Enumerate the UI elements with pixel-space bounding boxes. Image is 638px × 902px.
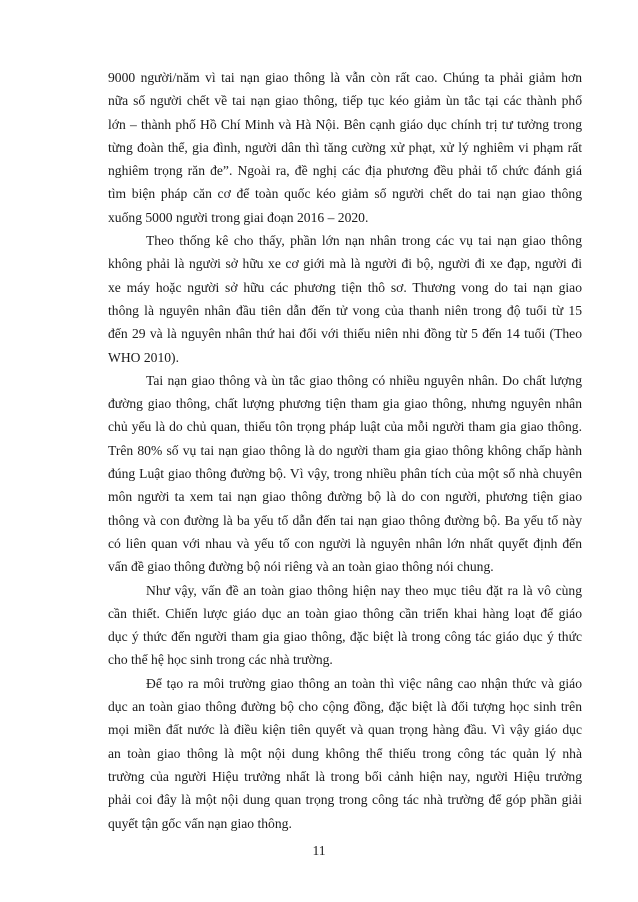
text-line: thông là nguyên nhân đầu tiên dẫn đến tử vong của thanh niên trong độ tuổi từ 15 [108,302,582,318]
text-line: cho thế hệ học sinh trong các nhà trường. [108,652,333,668]
paragraph [108,579,582,672]
text-line: 9000 người/năm vì tai nạn giao thông là vẫn còn rất cao. Chúng ta phải giảm hơn [108,70,582,85]
text-line: xe máy hoặc người sở hữu các phương tiện thô sơ. Thương vong do tai nạn giao [108,279,582,295]
text-line: nữa số người chết về tai nạn giao thông, tiếp tục kéo giảm ùn tắc tại các thành phố [108,93,582,109]
paragraph [108,66,582,229]
text-line: Trên 80% số vụ tai nạn giao thông là do người tham gia giao thông không chấp hành [108,442,582,458]
text-line: đúng Luật giao thông đường bộ. Vì vậy, trong nhiều phân tích của một số nhà chuyên [108,466,582,482]
paragraph [108,672,582,835]
text-line: tìm biện pháp căn cơ để toàn quốc kéo giảm số người chết do tai nạn giao thông [108,186,582,202]
text-line: từng đoàn thể, gia đình, người dân thì tăng cường xử phạt, xử lý nghiêm vi phạm rất [108,139,582,155]
text-line: trường của người Hiệu trưởng nhất là trong bối cảnh hiện nay, người Hiệu trưởng [108,768,582,784]
text-line: Để tạo ra môi trường giao thông an toàn thì việc nâng cao nhận thức và giáo [146,675,582,691]
paragraph [108,229,582,369]
body-text [108,66,582,835]
text-line: cần thiết. Chiến lược giáo dục an toàn giao thông cần triển khai hàng loạt để giáo [108,605,582,621]
text-line: WHO 2010). [108,349,179,365]
text-line: an toàn giao thông là một nội dung không thể thiếu trong công tác quản lý nhà [108,745,582,761]
text-line: dục an toàn giao thông đường bộ cho cộng đồng, đặc biệt là đối tượng học sinh trên [108,699,582,715]
text-line: mọi miền đất nước là điều kiện tiên quyết và quan trọng hàng đầu. Vì vậy giáo dục [108,722,582,738]
text-line: đến 29 và là nguyên nhân thứ hai đối với thiếu niên nhi đồng từ 5 đến 14 tuổi (Theo [108,326,582,342]
text-line: lớn – thành phố Hồ Chí Minh và Hà Nội. Bên cạnh giáo dục chính trị tư tưởng trong [108,116,582,132]
text-line: không phải là người sở hữu xe cơ giới mà là người đi bộ, người đi xe đạp, người đi [108,256,582,272]
text-line: có liên quan với nhau và yếu tố con người là nguyên nhân lớn nhất quyết định đến [108,535,582,551]
text-line: Tai nạn giao thông và ùn tắc giao thông có nhiều nguyên nhân. Do chất lượng [146,372,582,388]
text-line: dục ý thức đến người tham gia giao thông, đặc biệt là trong công tác giáo dục ý thức [108,629,582,645]
paragraph [108,369,582,579]
text-line: môn người ta xem tai nạn giao thông đường bộ là do con người, phương tiện giao [108,489,582,505]
text-line: chủ yếu là do chủ quan, thiếu tôn trọng pháp luật của mỗi người tham gia giao thông. [108,419,582,435]
text-line: phải coi đây là một nội dung quan trọng trong công tác nhà trường để góp phần giải [108,792,582,808]
page-number: 11 [312,843,326,858]
text-line: nghiêm trọng răn đe”. Ngoài ra, đề nghị các địa phương đều phải tổ chức đánh giá [108,163,582,179]
text-line: xuống 5000 người trong giai đoạn 2016 – 2020. [108,209,369,225]
text-line: Theo thống kê cho thấy, phần lớn nạn nhân trong các vụ tai nạn giao thông [146,233,582,249]
text-line: đường giao thông, chất lượng phương tiện tham gia giao thông, nhưng nguyên nhân [108,396,582,412]
text-line: Như vậy, vấn đề an toàn giao thông hiện nay theo mục tiêu đặt ra là vô cùng [146,582,582,598]
text-line: vấn đề giao thông đường bộ nói riêng và an toàn giao thông nói chung. [108,559,494,575]
text-line: thông và con đường là ba yếu tố dẫn đến tai nạn giao thông đường bộ. Ba yếu tố này [108,512,582,528]
text-line: quyết tận gốc vấn nạn giao thông. [108,815,292,831]
